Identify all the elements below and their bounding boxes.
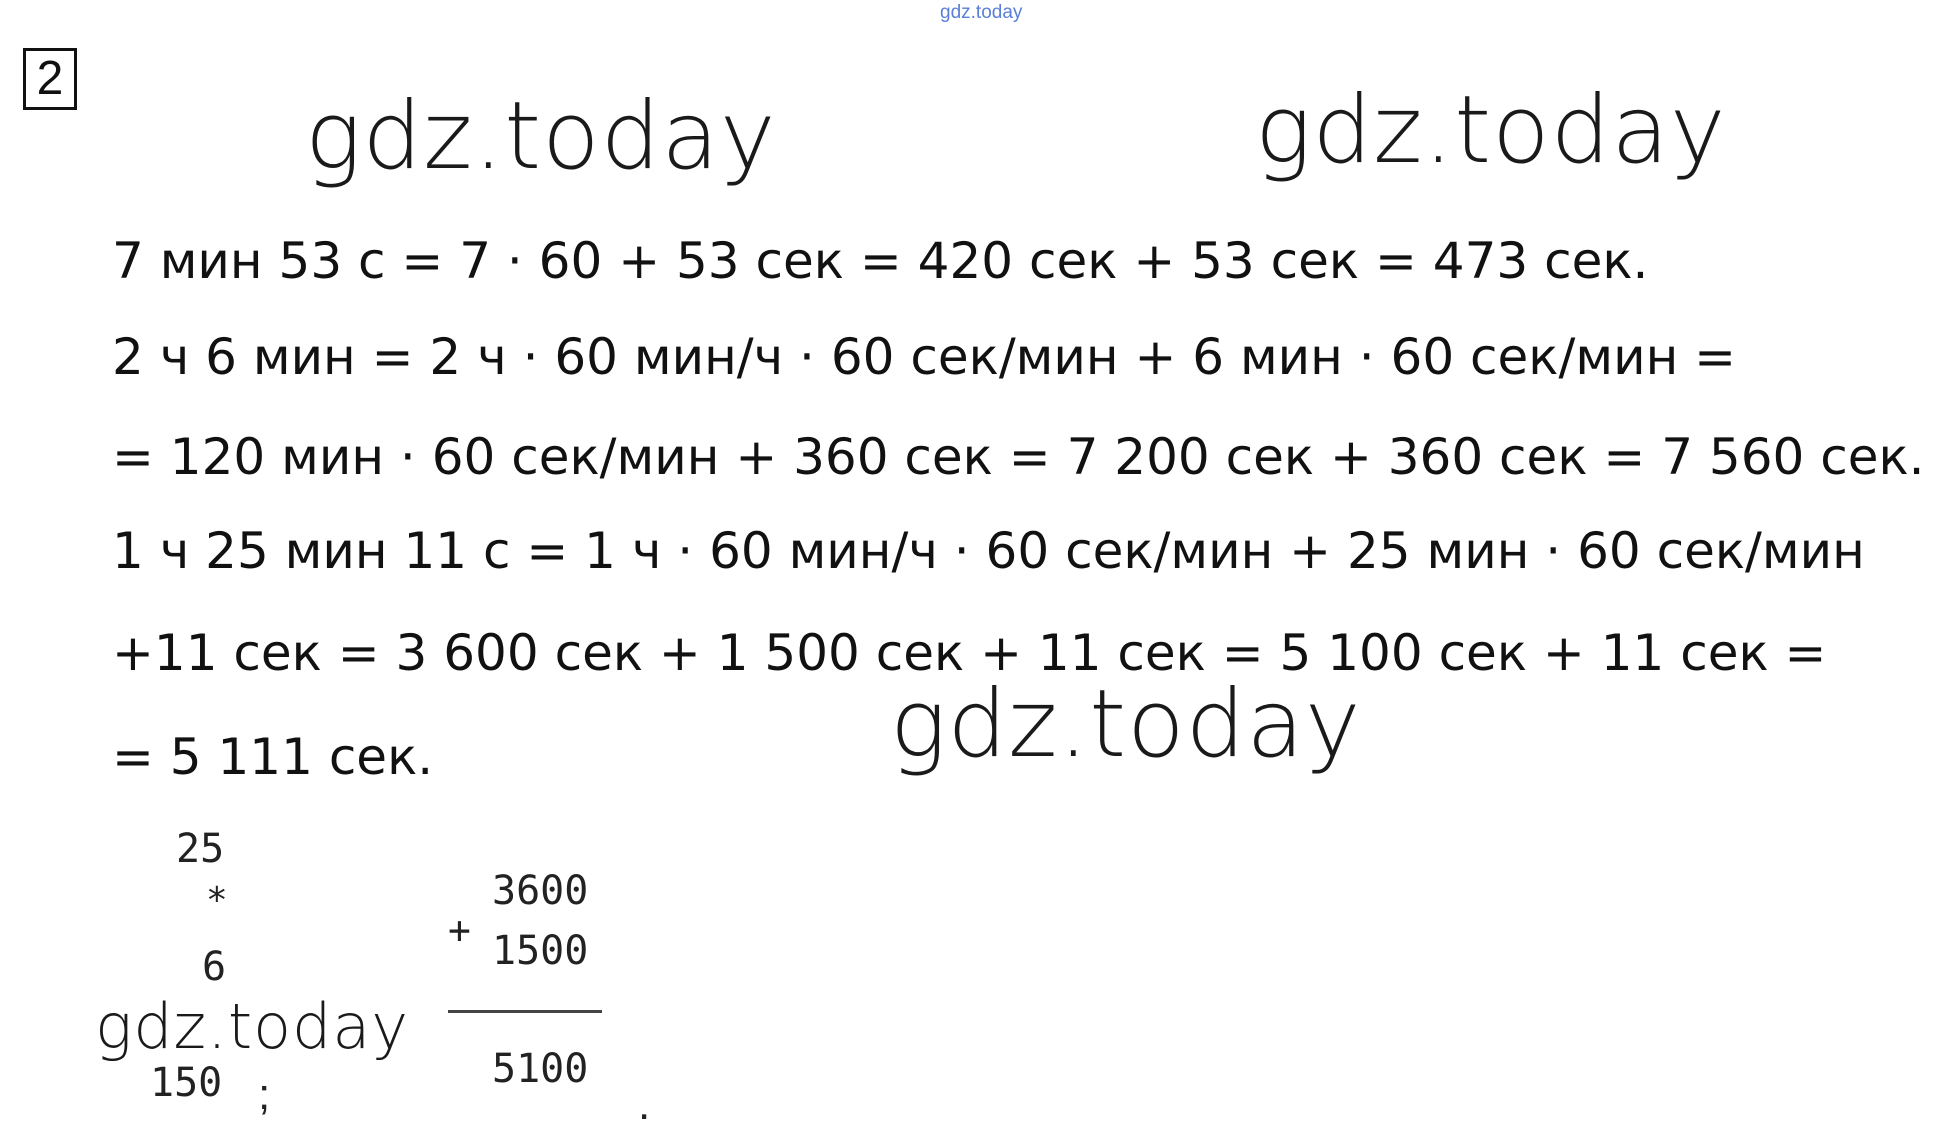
watermark: gdz.today [305, 82, 777, 191]
equation-line: +11 сек = 3 600 сек + 1 500 сек + 11 сек = 5 100 сек + 11 сек = [112, 624, 1827, 682]
addition-end: . [638, 1080, 651, 1129]
equation-line: = 120 мин · 60 сек/мин + 360 сек = 7 200 сек + 360 сек = 7 560 сек. [112, 428, 1925, 486]
task-number-box: 2 [23, 48, 77, 110]
equation-line: = 5 111 сек. [112, 728, 434, 786]
watermark: gdz.today [95, 990, 410, 1063]
multiplication-operator: * [206, 880, 228, 921]
watermark: gdz.today [1255, 76, 1727, 185]
multiplication-result: 150 [150, 1060, 223, 1106]
equation-line: 1 ч 25 мин 11 с = 1 ч · 60 мин/ч · 60 сек/мин + 25 мин · 60 сек/мин [112, 522, 1865, 580]
addition-operator: + [448, 908, 471, 952]
addition-rule [448, 1010, 602, 1013]
addition-bottom: 1500 [492, 928, 589, 974]
multiplication-top: 25 [176, 826, 225, 872]
multiplication-bottom: 6 [202, 944, 227, 990]
watermark: gdz.today [890, 670, 1362, 779]
multiplication-end: ; [258, 1070, 271, 1119]
equation-line: 2 ч 6 мин = 2 ч · 60 мин/ч · 60 сек/мин + 6 мин · 60 сек/мин = [112, 328, 1737, 386]
equation-line: 7 мин 53 с = 7 · 60 + 53 сек = 420 сек + 53 сек = 473 сек. [112, 232, 1649, 290]
addition-top: 3600 [492, 868, 589, 914]
addition-result: 5100 [492, 1046, 589, 1092]
site-mark: gdz.today [940, 2, 1023, 23]
